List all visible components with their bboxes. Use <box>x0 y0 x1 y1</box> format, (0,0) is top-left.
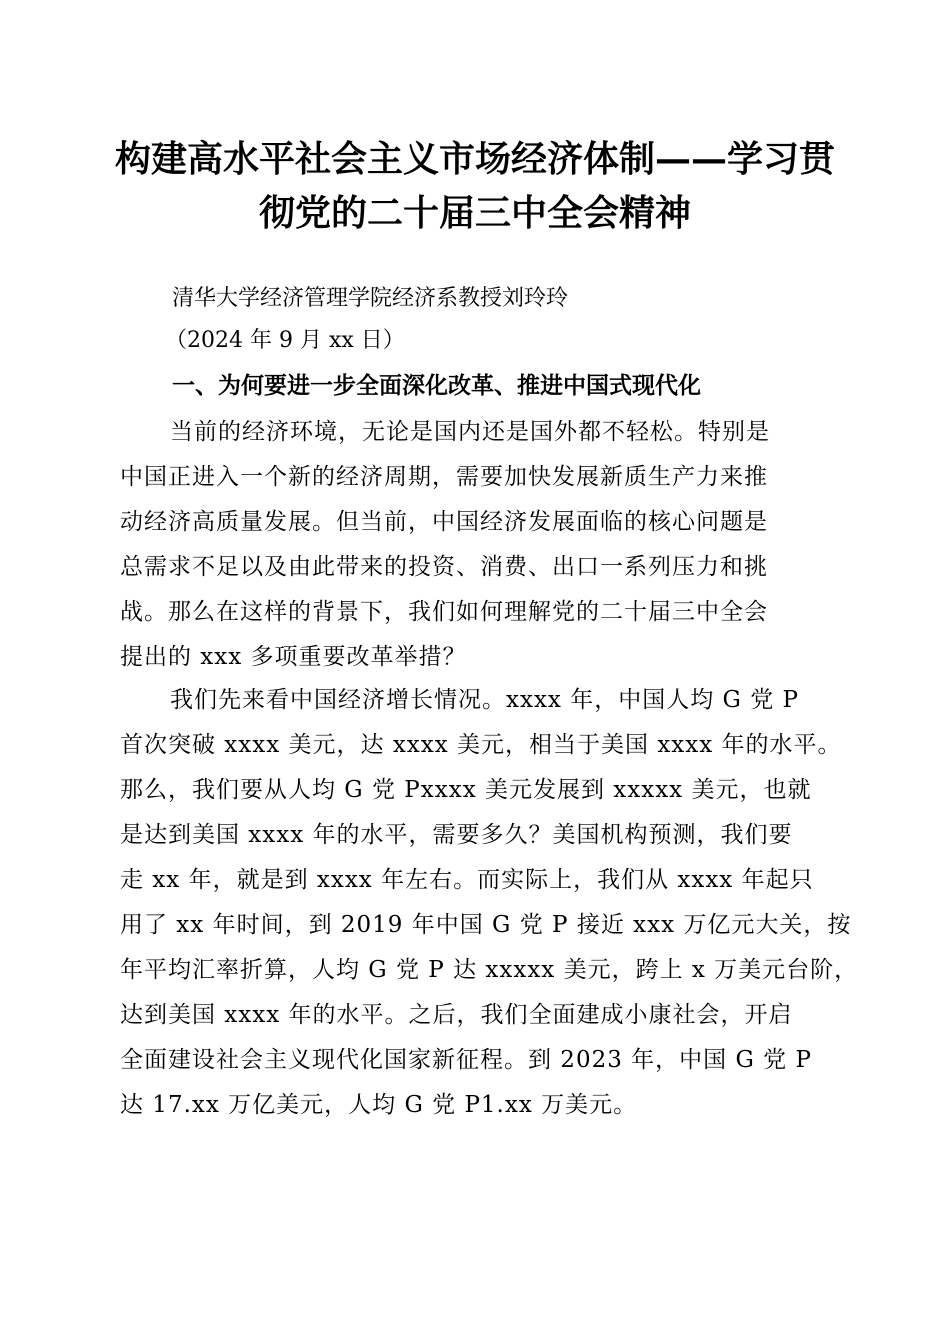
paragraph-line: 是达到美国 xxxx 年的水平，需要多久？美国机构预测，我们要 <box>120 822 793 848</box>
paragraph-line: 提出的 xxx 多项重要改革举措？ <box>120 644 467 670</box>
paragraph-line: 全面建设社会主义现代化国家新征程。到 2023 年，中国 G 党 P <box>120 1047 812 1073</box>
paragraph-line: 我们先来看中国经济增长情况。xxxx 年，中国人均 G 党 P <box>170 687 799 713</box>
paragraph-line: 那么，我们要从人均 G 党 Pxxxx 美元发展到 xxxxx 美元，也就 <box>120 777 812 803</box>
section-heading: 一、为何要进一步全面深化改革、推进中国式现代化 <box>172 373 701 399</box>
paragraph-line: 用了 xx 年时间，到 2019 年中国 G 党 P 接近 xxx 万亿元大关，按 <box>120 912 852 938</box>
paragraph-line: 走 xx 年，就是到 xxxx 年左右。而实际上，我们从 xxxx 年起只 <box>120 867 814 893</box>
paragraph-line: 年平均汇率折算，人均 G 党 P 达 xxxxx 美元，跨上 x 万美元台阶， <box>120 957 859 983</box>
paragraph-1 <box>120 410 830 680</box>
paragraph-line: 总需求不足以及由此带来的投资、消费、出口一系列压力和挑 <box>120 554 768 580</box>
author-line: 清华大学经济管理学院经济系教授刘玲玲 <box>172 286 569 311</box>
paragraph-line: 动经济高质量发展。但当前，中国经济发展面临的核心问题是 <box>120 509 768 535</box>
paragraph-line: 首次突破 xxxx 美元，达 xxxx 美元，相当于美国 xxxx 年的水平。 <box>120 732 842 758</box>
date-line: （2024 年 9 月 xx 日） <box>165 328 405 353</box>
title-line-1: 构建高水平社会主义市场经济体制——学习贯 <box>114 138 835 180</box>
document-title <box>110 132 840 240</box>
paragraph-line: 达 17.xx 万亿美元，人均 G 党 P1.xx 万美元。 <box>120 1092 638 1118</box>
title-line-2: 彻党的二十届三中全会精神 <box>258 192 691 234</box>
paragraph-line: 中国正进入一个新的经济周期，需要加快发展新质生产力来推 <box>120 464 768 490</box>
paragraph-line: 达到美国 xxxx 年的水平。之后，我们全面建成小康社会，开启 <box>120 1002 793 1028</box>
paragraph-2 <box>120 678 859 1128</box>
paragraph-line: 当前的经济环境，无论是国内还是国外都不轻松。特别是 <box>170 419 770 445</box>
paragraph-line: 战。那么在这样的背景下，我们如何理解党的二十届三中全会 <box>120 599 768 625</box>
